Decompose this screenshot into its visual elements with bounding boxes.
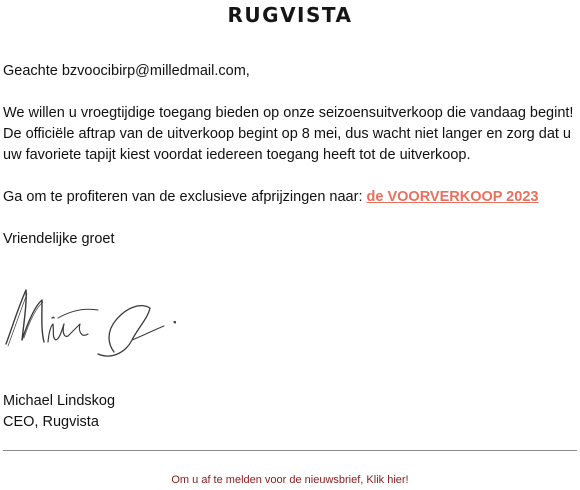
unsubscribe-link[interactable]: Om u af te melden voor de nieuwsbrief, Klik hier! bbox=[171, 474, 409, 486]
footer-divider bbox=[3, 450, 577, 451]
signer-title: CEO, Rugvista bbox=[3, 414, 99, 430]
cta-paragraph bbox=[3, 187, 577, 208]
email-content bbox=[3, 61, 577, 271]
signature-icon bbox=[2, 282, 192, 362]
greeting: Geachte bzvoocibirp@milledmail.com, bbox=[3, 63, 250, 79]
presale-link[interactable]: de VOORVERKOOP 2023 bbox=[366, 189, 539, 205]
intro-paragraph: We willen u vroegtijdige toegang bieden op onze seizoensuitverkoop die vandaag begint! De officiële aftrap van de uitverkoop begint op 8 mei, dus wacht niet langer en zorg dat u uw favoriete tapijt kiest voordat iedereen toegang heeft tot de uitverkoop. bbox=[3, 105, 574, 163]
signer-name: Michael Lindskog bbox=[3, 393, 116, 409]
closing: Vriendelijke groet bbox=[3, 231, 115, 247]
brand-logo[interactable]: RUGVISTA bbox=[227, 3, 353, 27]
cta-text: Ga om te profiteren van de exclusieve afprijzingen naar: bbox=[3, 189, 367, 205]
signer-block bbox=[3, 391, 115, 433]
